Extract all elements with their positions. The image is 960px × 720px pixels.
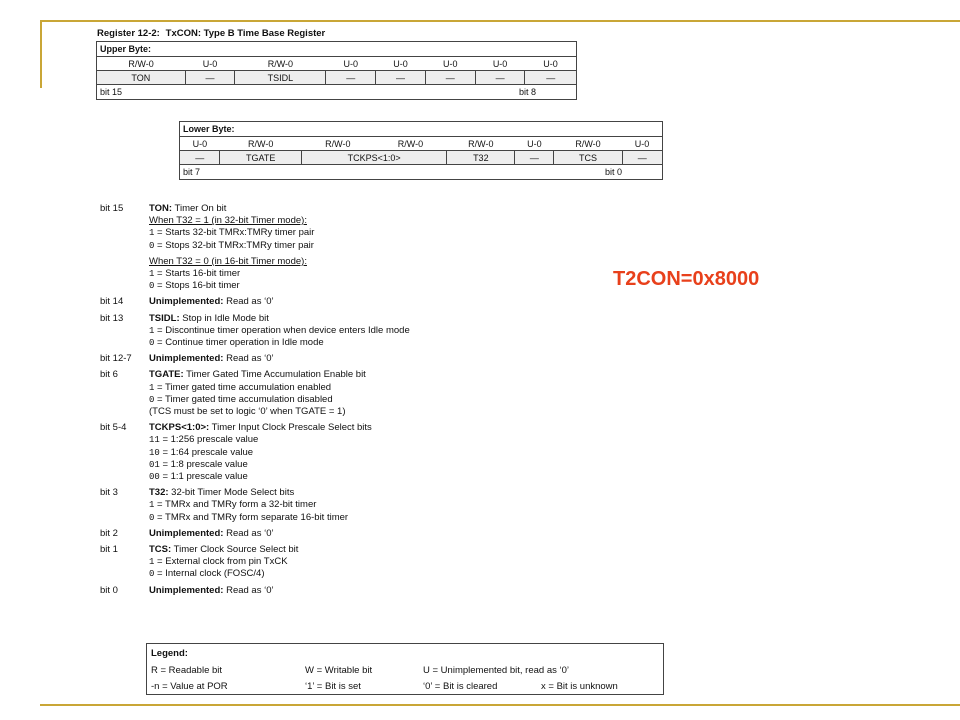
- bit-desc-12-7: [100, 353, 520, 365]
- mode-condition: When T32 = 0 (in 16-bit Timer mode):: [149, 255, 307, 267]
- option-value: 1: [149, 382, 155, 393]
- access-cell: U-0: [492, 58, 508, 69]
- bit-name: TON:: [149, 203, 173, 214]
- bit-number: bit 15: [100, 203, 124, 214]
- register-value-callout: T2CON=0x8000: [613, 268, 760, 290]
- access-cell: U-0: [443, 58, 458, 69]
- option-text: = TMRx and TMRy form a 32-bit timer: [154, 499, 317, 511]
- upper-names-row: [97, 71, 577, 85]
- bottom-rule: [40, 704, 960, 706]
- bit-name-cell: TSIDL: [235, 71, 326, 85]
- bit-descriptions: [100, 203, 520, 597]
- bit-note: (TCS must be set to logic ‘0’ when TGATE = 1): [149, 406, 346, 418]
- bit-desc-1: [100, 544, 520, 581]
- upper-access-row: [97, 57, 577, 71]
- option-value: 1: [149, 557, 155, 568]
- option-text: = Starts 16-bit timer: [154, 268, 241, 280]
- option-value: 0: [149, 512, 155, 523]
- bit-number: bit 1: [100, 544, 118, 556]
- legend-entry: -n = Value at POR: [151, 681, 228, 692]
- top-rule: [40, 20, 960, 22]
- bit-name-cell: —: [185, 71, 235, 85]
- bit-name-cell: TGATE: [220, 151, 302, 165]
- mode-condition: When T32 = 1 (in 32-bit Timer mode):: [149, 215, 307, 227]
- bit-desc-13: [100, 313, 520, 350]
- access-cell: U-0: [180, 137, 220, 151]
- bit-title: Read as ‘0’: [223, 584, 274, 596]
- bit-name-cell: TCS: [554, 151, 622, 165]
- option-value: 1: [149, 325, 155, 336]
- upper-bit-range: [97, 85, 577, 100]
- bit-desc-0: [100, 585, 520, 597]
- legend-box: [146, 643, 664, 695]
- bit-name: TGATE:: [149, 369, 184, 381]
- bit-name-cell: —: [525, 71, 577, 85]
- bit-desc-15: [100, 203, 520, 292]
- bit-name-cell: —: [180, 151, 220, 165]
- access-cell: U-0: [525, 57, 577, 71]
- option-text: = Internal clock (FOSC/4): [154, 568, 265, 580]
- lower-names-row: [180, 151, 663, 165]
- legend-title: Legend:: [151, 648, 188, 659]
- bit-desc-5-4: [100, 422, 520, 483]
- register-number: Register 12-2:: [97, 28, 160, 39]
- access-cell: U-0: [343, 58, 358, 69]
- option-value: 0: [149, 338, 155, 349]
- bit-end-label: bit 0: [604, 167, 622, 177]
- bit-title: Timer Gated Time Accumulation Enable bit: [183, 369, 366, 381]
- bit-desc-14: [100, 296, 520, 308]
- bit-name: Unimplemented:: [149, 527, 224, 539]
- bit-desc-6: [100, 369, 520, 418]
- option-value: 01: [149, 459, 160, 470]
- bit-number: bit 3: [100, 487, 118, 499]
- option-value: 11: [149, 435, 160, 446]
- bit-title: Read as ‘0’: [223, 296, 274, 308]
- bit-name: TSIDL:: [149, 312, 180, 324]
- bit-title: Read as ‘0’: [223, 527, 274, 539]
- bit-name-cell: —: [515, 151, 554, 165]
- legend-entry: R = Readable bit: [151, 665, 223, 676]
- option-value: 00: [149, 472, 160, 483]
- option-text: = External clock from pin TxCK: [154, 556, 288, 568]
- bit-name: Unimplemented:: [149, 584, 224, 596]
- register-title: TxCON: Type B Time Base Register: [165, 28, 326, 39]
- bit-name-cell: —: [425, 71, 475, 85]
- bit-name-cell: TCKPS<1:0>: [301, 151, 446, 165]
- access-cell: R/W-0: [248, 138, 274, 149]
- bit-start-label: bit 7: [183, 167, 201, 177]
- bit-name: T32:: [149, 487, 169, 499]
- option-text: = 1:8 prescale value: [159, 458, 248, 470]
- bit-name-cell: —: [376, 71, 426, 85]
- bit-number: bit 6: [100, 369, 118, 381]
- bit-end-label: bit 8: [518, 87, 536, 97]
- access-cell: R/W-0: [97, 57, 186, 71]
- option-text: = Timer gated time accumulation disabled: [154, 393, 333, 405]
- upper-byte-table: [96, 41, 577, 100]
- option-value: 1: [149, 228, 155, 239]
- bit-name-cell: T32: [447, 151, 515, 165]
- access-cell: R/W-0: [397, 138, 424, 149]
- legend-entry: ‘1’ = Bit is set: [305, 681, 361, 692]
- option-text: = TMRx and TMRy form separate 16-bit timer: [154, 511, 349, 523]
- bit-title: 32-bit Timer Mode Select bits: [168, 487, 295, 499]
- upper-byte-label: Upper Byte:: [97, 42, 577, 57]
- bit-name: Unimplemented:: [149, 296, 224, 308]
- bit-number: bit 5-4: [100, 422, 127, 434]
- option-value: 0: [149, 240, 155, 251]
- access-cell: U-0: [527, 138, 542, 149]
- lower-byte-table: [179, 121, 663, 180]
- bit-name-cell: TON: [97, 71, 186, 85]
- option-text: = Continue timer operation in Idle mode: [154, 337, 324, 349]
- bit-desc-3: [100, 487, 520, 524]
- bit-number: bit 13: [100, 312, 124, 324]
- legend-entry: x = Bit is unknown: [541, 681, 618, 692]
- bit-name-cell: —: [326, 71, 376, 85]
- register-heading: [97, 28, 325, 39]
- bit-name-cell: —: [622, 151, 662, 165]
- bit-title: Timer On bit: [172, 203, 227, 214]
- bit-start-label: bit 15: [100, 87, 123, 97]
- bit-title: Read as ‘0’: [223, 353, 274, 365]
- option-value: 1: [149, 269, 155, 280]
- option-value: 0: [149, 394, 155, 405]
- bit-number: bit 2: [100, 527, 118, 539]
- option-text: = Stops 16-bit timer: [154, 280, 240, 292]
- legend-entry: U = Unimplemented bit, read as ‘0’: [423, 665, 570, 676]
- bit-number: bit 0: [100, 584, 118, 596]
- option-text: = 1:1 prescale value: [159, 471, 248, 483]
- bit-desc-2: [100, 528, 520, 540]
- bit-number: bit 14: [100, 296, 124, 308]
- bit-number: bit 12-7: [100, 353, 132, 365]
- option-text: = Timer gated time accumulation enabled: [154, 381, 332, 393]
- access-cell: U-0: [622, 137, 662, 151]
- bit-title: Timer Input Clock Prescale Select bits: [209, 422, 372, 434]
- left-rule: [40, 20, 42, 88]
- lower-byte-label: Lower Byte:: [180, 122, 663, 137]
- option-text: = Starts 32-bit TMRx:TMRy timer pair: [154, 227, 315, 239]
- legend-entry: ‘0’ = Bit is cleared: [423, 681, 498, 692]
- access-cell: R/W-0: [575, 138, 601, 149]
- bit-name: Unimplemented:: [149, 353, 224, 365]
- option-value: 0: [149, 281, 155, 292]
- option-text: = Discontinue timer operation when device enters Idle mode: [154, 324, 410, 336]
- lower-access-row: [180, 137, 663, 151]
- bit-name-cell: —: [475, 71, 525, 85]
- bit-name: TCS:: [149, 544, 172, 556]
- access-cell: U-0: [393, 58, 408, 69]
- bit-title: Timer Clock Source Select bit: [171, 544, 299, 556]
- option-text: = 1:64 prescale value: [159, 446, 254, 458]
- access-cell: R/W-0: [267, 58, 294, 69]
- bit-name: TCKPS<1:0>:: [149, 422, 210, 434]
- option-value: 10: [149, 447, 160, 458]
- access-cell: U-0: [202, 58, 218, 69]
- option-value: 1: [149, 500, 155, 511]
- access-cell: R/W-0: [468, 138, 494, 149]
- option-value: 0: [149, 569, 155, 580]
- option-text: = Stops 32-bit TMRx:TMRy timer pair: [154, 239, 314, 251]
- access-cell: R/W-0: [325, 138, 351, 149]
- bit-title: Stop in Idle Mode bit: [179, 312, 269, 324]
- lower-bit-range: [180, 165, 663, 180]
- option-text: = 1:256 prescale value: [159, 434, 259, 446]
- legend-entry: W = Writable bit: [305, 665, 373, 676]
